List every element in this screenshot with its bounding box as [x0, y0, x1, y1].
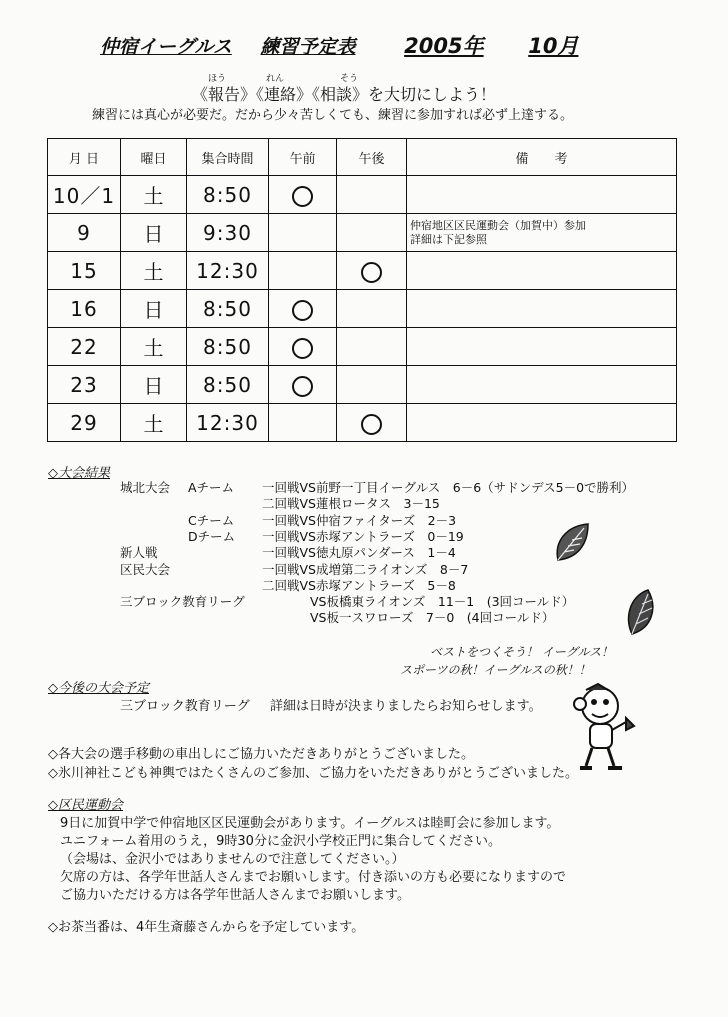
result-score: 一回戦VS成増第二ライオンズ 8－7 — [262, 561, 469, 577]
col-date: 月 日 — [48, 139, 121, 176]
team-name: 仲宿イーグルス — [100, 36, 232, 58]
slogan-2: スポーツの秋！イーグルスの秋！！ — [400, 663, 591, 677]
result-score: 二回戦VS蓮根ロータス 3－15 — [262, 496, 440, 512]
pm-cell — [337, 252, 407, 290]
result-score: 一回戦VS仲宿ファイターズ 2－3 — [262, 512, 457, 528]
upcoming-tournament: 三ブロック教育リーグ — [120, 699, 250, 714]
upcoming-detail: 詳細は日時が決まりましたらお知らせします。 — [270, 699, 542, 714]
time-cell: 12:30 — [187, 404, 269, 442]
note-cell — [407, 214, 677, 252]
year-label: 2005年 — [404, 34, 484, 58]
am-cell — [269, 328, 337, 366]
result-team: Aチーム — [188, 480, 235, 495]
result-score: VS板橋東ライオンズ 11－1 (3回コールド） — [310, 594, 575, 610]
am-cell — [269, 366, 337, 404]
sportsday-line: 9日に加賀中学で仲宿地区区民運動会があります。イーグルスは睦町会に参加します。 — [60, 816, 560, 831]
table-row — [48, 290, 677, 328]
mascot-icon — [568, 682, 638, 774]
result-tournament: 区民大会 — [120, 561, 171, 577]
result-score: 一回戦VS前野一丁目イーグルス 6－6（サドンデス5－0で勝利） — [262, 480, 635, 495]
sportsday-line: ユニフォーム着用のうえ，9時30分に金沢小学校正門に集合してください。 — [60, 834, 501, 849]
note-cell — [407, 328, 677, 366]
date-cell: 10／1 — [48, 176, 121, 214]
slogan-1: ベストをつくそう！ イーグルス！ — [430, 645, 614, 659]
am-cell — [269, 214, 337, 252]
am-cell — [269, 290, 337, 328]
day-cell: 日 — [121, 366, 187, 404]
result-score: VS板一スワローズ 7－0 (4回コールド） — [310, 610, 555, 626]
page-title — [100, 30, 578, 60]
date-cell: 9 — [48, 214, 121, 252]
result-score: 一回戦VS徳丸原パンダース 1－4 — [262, 545, 456, 561]
date-cell: 16 — [48, 290, 121, 328]
schedule-table — [47, 138, 677, 442]
date-cell: 23 — [48, 366, 121, 404]
plan-title: 練習予定表 — [260, 36, 356, 58]
table-row — [48, 176, 677, 214]
pm-cell — [337, 290, 407, 328]
day-cell: 土 — [121, 252, 187, 290]
note-cell — [407, 290, 677, 328]
col-day: 曜日 — [121, 139, 187, 176]
table-row — [48, 214, 677, 252]
pm-cell — [337, 366, 407, 404]
motto-subline: 練習には真心が必要だ。だから少々苦しくても、練習に参加すれば必ず上達する。 — [92, 108, 574, 123]
table-row — [48, 404, 677, 442]
note-line: 仲宿地区区民運動会（加賀中）参加 — [410, 218, 586, 232]
time-cell: 12:30 — [187, 252, 269, 290]
motto-line: 《報告》《連絡》《相談》を大切にしよう！ — [192, 85, 497, 104]
date-cell: 22 — [48, 328, 121, 366]
note-cell — [407, 404, 677, 442]
result-tournament: 三ブロック教育リーグ — [120, 594, 245, 610]
sportsday-heading: ◇区民運動会 — [48, 798, 123, 813]
attendance-circle-icon — [361, 414, 382, 435]
date-cell: 15 — [48, 252, 121, 290]
pm-cell — [337, 404, 407, 442]
attendance-circle-icon — [292, 300, 313, 321]
col-pm: 午後 — [337, 139, 407, 176]
table-row — [48, 252, 677, 290]
tea-duty-note: ◇お茶当番は、4年生斎藤さんからを予定しています。 — [48, 920, 365, 935]
am-cell — [269, 404, 337, 442]
day-cell: 日 — [121, 214, 187, 252]
sportsday-line: 欠席の方は、各学年世話人さんまでお願いします。付き添いの方も必要になりますので — [60, 870, 566, 885]
attendance-circle-icon — [361, 262, 382, 283]
ruby-sou: そう — [340, 74, 359, 84]
time-cell: 8:50 — [187, 366, 269, 404]
am-cell — [269, 176, 337, 214]
note-cell — [407, 366, 677, 404]
day-cell: 土 — [121, 404, 187, 442]
result-tournament: 新人戦 — [120, 545, 158, 561]
day-cell: 土 — [121, 176, 187, 214]
time-cell: 8:50 — [187, 176, 269, 214]
note-cell — [407, 176, 677, 214]
attendance-circle-icon — [292, 338, 313, 359]
result-score: 二回戦VS赤塚アントラーズ 5－8 — [262, 577, 456, 593]
attendance-circle-icon — [292, 186, 313, 207]
col-time: 集合時間 — [187, 139, 269, 176]
ruby-ren: れん — [266, 74, 285, 84]
sportsday-line: ご協力いただける方は各学年世話人さんまでお願いします。 — [60, 888, 410, 903]
col-am: 午前 — [269, 139, 337, 176]
day-cell: 土 — [121, 328, 187, 366]
leaf-icon — [552, 520, 592, 564]
time-cell: 8:50 — [187, 328, 269, 366]
pm-cell — [337, 328, 407, 366]
month-label: 10月 — [528, 34, 579, 58]
am-cell — [269, 252, 337, 290]
sportsday-line: （会場は、金沢小ではありませんので注意してください。） — [60, 852, 405, 867]
upcoming-heading: ◇今後の大会予定 — [48, 681, 149, 696]
note-cell — [407, 252, 677, 290]
result-team: Dチーム — [188, 528, 236, 544]
table-row — [48, 366, 677, 404]
pm-cell — [337, 214, 407, 252]
results-heading: ◇大会結果 — [48, 466, 110, 481]
col-notes: 備 考 — [407, 139, 677, 176]
thanks-line-1: ◇各大会の選手移動の車出しにご協力いただきありがとうございました。 — [48, 747, 474, 762]
time-cell: 9:30 — [187, 214, 269, 252]
pm-cell — [337, 176, 407, 214]
day-cell: 日 — [121, 290, 187, 328]
result-score: 一回戦VS赤塚アントラーズ 0－19 — [262, 528, 464, 544]
result-team: Cチーム — [188, 512, 235, 528]
note-line: 詳細は下記参照 — [410, 232, 487, 246]
ruby-ho: ほう — [208, 74, 227, 84]
schedule-header-row — [48, 139, 677, 176]
attendance-circle-icon — [292, 376, 313, 397]
thanks-line-2: ◇氷川神社こども神輿ではたくさんのご参加、ご協力をいただきありがとうございました。 — [48, 766, 578, 781]
time-cell: 8:50 — [187, 290, 269, 328]
result-tournament: 城北大会 — [120, 480, 171, 495]
table-row — [48, 328, 677, 366]
date-cell: 29 — [48, 404, 121, 442]
leaf-icon — [622, 588, 660, 636]
